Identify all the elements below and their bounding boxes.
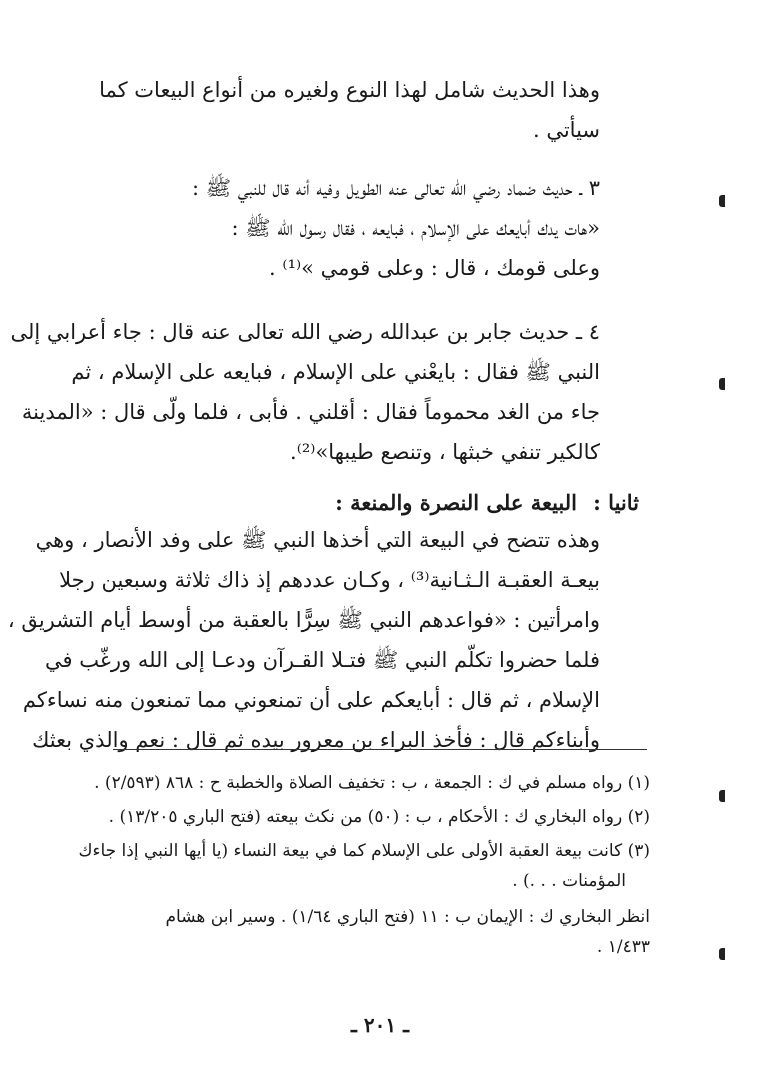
- scan-edge-mark: [719, 195, 725, 207]
- footnote-3-continued: المؤمنات . . .) .: [512, 871, 626, 891]
- text-line: وعلى قومك ، قال : وعلى قومي »⁽¹⁾ .: [269, 256, 600, 280]
- footnote-divider: [113, 749, 647, 750]
- scan-edge-mark: [719, 790, 725, 802]
- text-line: الإسلام ، ثم قال : أبايعكم على أن تمنعوني مما تمنعون منه نساءكم: [22, 688, 600, 712]
- page-number: ـ ٢٠١ ـ: [351, 1013, 409, 1037]
- text-line: سيأتي .: [532, 118, 600, 142]
- footnotes: [78, 768, 650, 962]
- text-line: وأبناءكم قال : فأخذ البراء بن معرور بيده ثم قال : نعم والذي بعثك: [32, 728, 600, 752]
- text-line: وهذه تتضح في البيعة التي أخذها النبي ﷺ على وفد الأنصار ، وهي: [35, 528, 600, 552]
- footnote-3: (٣) كانت بيعة العقبة الأولى على الإسلام كما في بيعة النساء (يا أيها النبي إذا جاءك: [78, 841, 650, 861]
- intro-paragraph: [100, 70, 600, 150]
- hadith-item-4: [10, 312, 600, 472]
- text-line: «هات يدك أبايعك على الإسلام ، فبايعه ، فقال رسول الله ﷺ :: [231, 216, 600, 240]
- section-label: ثانيا :: [593, 490, 639, 515]
- text-line: ٣ ـ حديث ضماد رضي الله تعالى عنه الطويل وفيه أنه قال للنبي ﷺ :: [192, 176, 600, 200]
- text-line: وامرأتين : «فواعدهم النبي ﷺ سِرًّا بالعقبة من أوسط أيام التشريق ،: [7, 608, 600, 632]
- footnote-3-reference: انظر البخاري ك : الإيمان ب : ١١ (فتح الباري ١/٦٤) . وسير ابن هشام: [165, 907, 650, 927]
- text-line: بيعـة العقبـة الـثـانية⁽³⁾ ، وكـان عددهم إذ ذاك ثلاثة وسبعين رجلا: [59, 568, 600, 592]
- hadith-item-3: [100, 168, 600, 288]
- footnote-2: (٢) رواه البخاري ك : الأحكام ، ب : (٥٠) من نكث بيعته (فتح الباري ١٣/٢٠٥) .: [108, 807, 650, 827]
- footnote-3-reference-end: ١/٤٣٣ .: [596, 937, 650, 957]
- section-title: البيعة على النصرة والمنعة :: [335, 490, 577, 515]
- section-paragraph: [7, 520, 600, 760]
- text-line: جاء من الغد محموماً فقال : أقلني . فأبى ، فلما ولّى قال : «المدينة: [21, 400, 600, 424]
- scan-edge-mark: [719, 948, 725, 960]
- text-line: كالكير تنفي خبثها ، وتنصع طيبها»⁽²⁾.: [290, 440, 600, 464]
- text-line: النبي ﷺ فقال : بايعْني على الإسلام ، فبايعه على الإسلام ، ثم: [71, 360, 600, 384]
- scan-edge-mark: [719, 378, 725, 390]
- footnote-1: (١) رواه مسلم في ك : الجمعة ، ب : تخفيف الصلاة والخطبة ح : ٨٦٨ (٢/٥٩٣) .: [94, 773, 650, 793]
- text-line: ٤ ـ حديث جابر بن عبدالله رضي الله تعالى عنه قال : جاء أعرابي إلى: [10, 320, 600, 344]
- text-line: فلما حضروا تكلّم النبي ﷺ فتـلا القـرآن ودعـا إلى الله ورغّب في: [45, 648, 600, 672]
- text-line: وهذا الحديث شامل لهذا النوع ولغيره من أنواع البيعات كما: [99, 78, 600, 102]
